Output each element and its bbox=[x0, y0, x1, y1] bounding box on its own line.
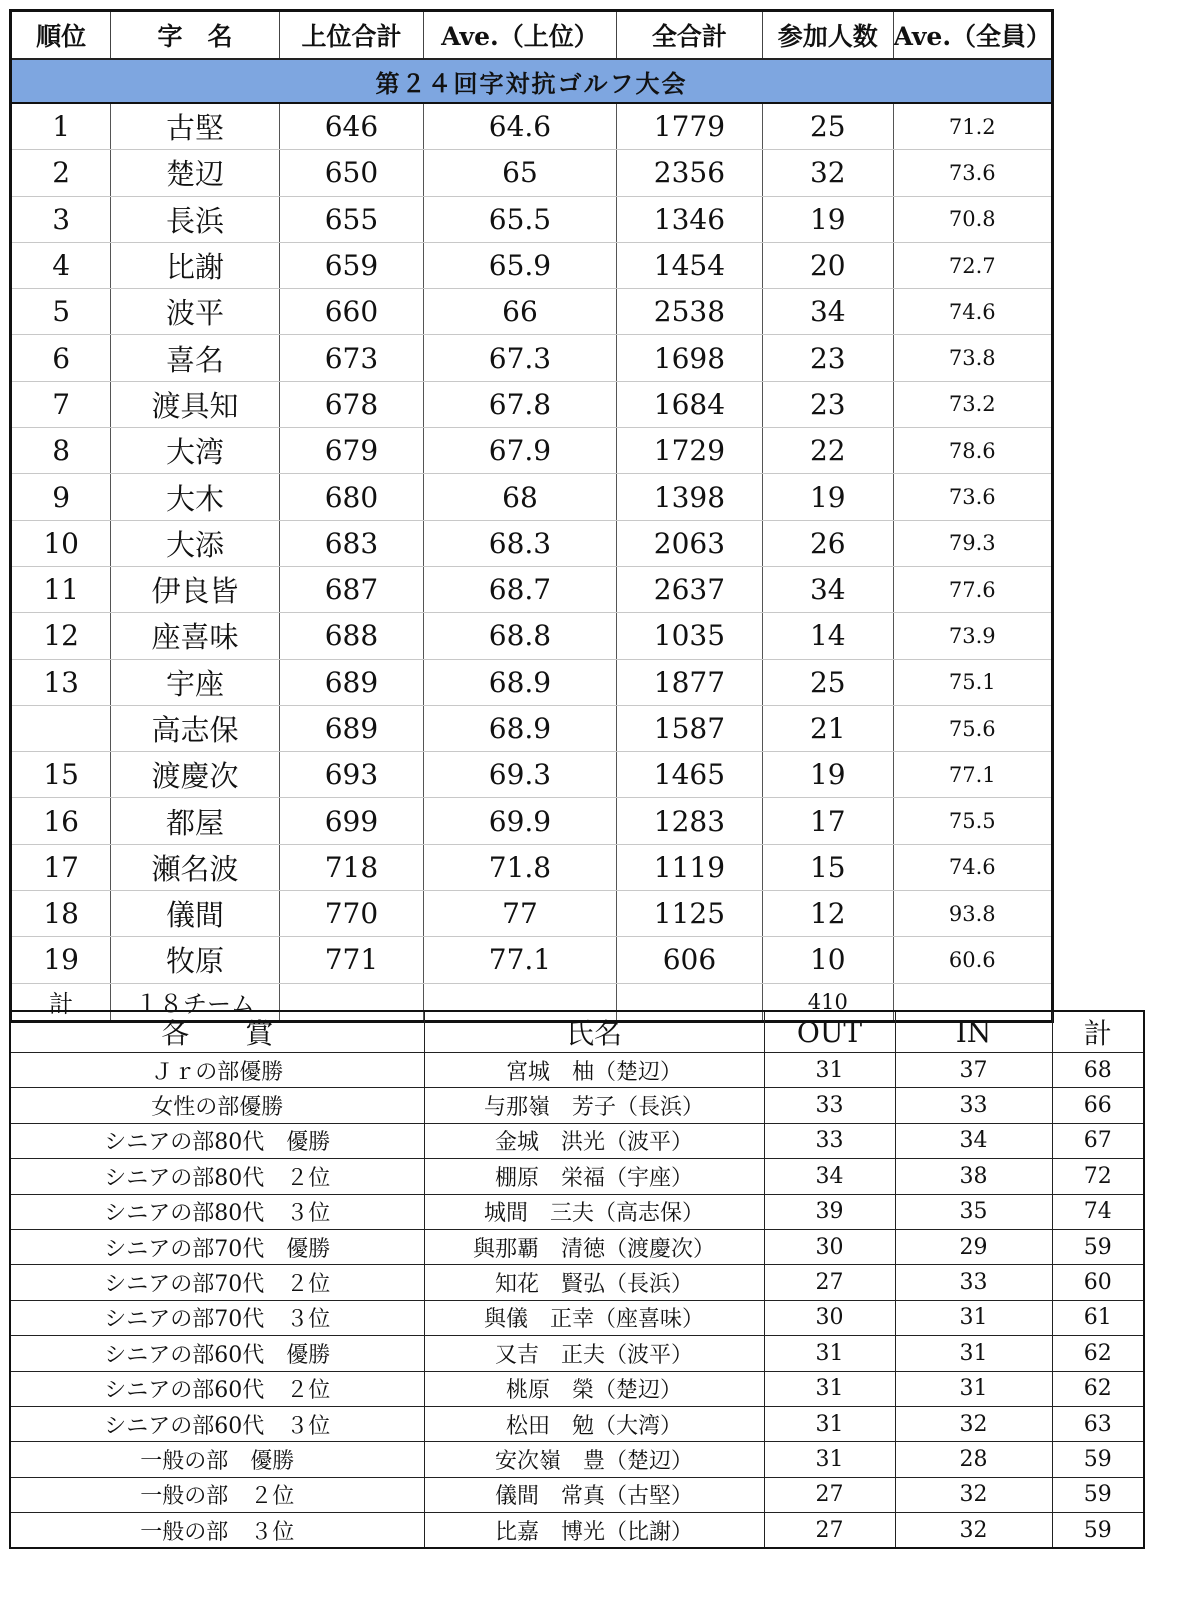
participants-cell: 19 bbox=[763, 196, 893, 242]
district-cell: 波平 bbox=[111, 289, 279, 335]
all-average-cell: 73.2 bbox=[893, 381, 1053, 427]
award-row bbox=[10, 1088, 1144, 1123]
award-row bbox=[10, 1371, 1144, 1406]
top-total-cell: 689 bbox=[279, 659, 423, 705]
rank-cell: 12 bbox=[11, 613, 111, 659]
district-cell: 高志保 bbox=[111, 705, 279, 751]
top-total-cell: 679 bbox=[279, 428, 423, 474]
team-row bbox=[11, 566, 1053, 612]
participants-cell: 14 bbox=[763, 613, 893, 659]
team-ranking-table bbox=[9, 9, 1054, 1023]
award-table-body bbox=[10, 1053, 1144, 1549]
in-score-cell: 34 bbox=[895, 1123, 1052, 1158]
top-total-cell: 687 bbox=[279, 566, 423, 612]
score-total-cell: 59 bbox=[1052, 1442, 1144, 1477]
rank-cell: 1 bbox=[11, 103, 111, 150]
award-name-cell: シニアの部60代 優勝 bbox=[10, 1336, 424, 1371]
rank-cell: 15 bbox=[11, 752, 111, 798]
rank-cell bbox=[11, 705, 111, 751]
top-total-cell: 689 bbox=[279, 705, 423, 751]
award-name-cell: 一般の部 優勝 bbox=[10, 1442, 424, 1477]
participants-cell: 10 bbox=[763, 937, 893, 983]
participants-cell: 26 bbox=[763, 520, 893, 566]
district-cell: 都屋 bbox=[111, 798, 279, 844]
top-total-cell: 699 bbox=[279, 798, 423, 844]
award-name-cell: シニアの部60代 ３位 bbox=[10, 1406, 424, 1441]
out-score-cell: 33 bbox=[764, 1123, 895, 1158]
team-table-body bbox=[11, 103, 1053, 1021]
award-name-cell: Ｊｒの部優勝 bbox=[10, 1053, 424, 1088]
total-teams-cell: １８チーム bbox=[111, 983, 279, 1021]
score-total-cell: 74 bbox=[1052, 1194, 1144, 1229]
team-row bbox=[11, 891, 1053, 937]
all-average-cell: 79.3 bbox=[893, 520, 1053, 566]
district-cell: 宇座 bbox=[111, 659, 279, 705]
player-name-cell: 桃原 榮（楚辺） bbox=[424, 1371, 764, 1406]
top-total-cell: 650 bbox=[279, 150, 423, 196]
rank-cell: 16 bbox=[11, 798, 111, 844]
team-row bbox=[11, 844, 1053, 890]
out-score-cell: 39 bbox=[764, 1194, 895, 1229]
header-player-name: 氏名 bbox=[424, 1011, 764, 1053]
in-score-cell: 31 bbox=[895, 1300, 1052, 1335]
rank-cell: 19 bbox=[11, 937, 111, 983]
top-total-cell: 680 bbox=[279, 474, 423, 520]
rank-cell: 5 bbox=[11, 289, 111, 335]
score-total-cell: 59 bbox=[1052, 1229, 1144, 1264]
team-row bbox=[11, 474, 1053, 520]
top-total-cell: 678 bbox=[279, 381, 423, 427]
in-score-cell: 35 bbox=[895, 1194, 1052, 1229]
top-total-cell: 646 bbox=[279, 103, 423, 150]
out-score-cell: 30 bbox=[764, 1300, 895, 1335]
rank-cell: 6 bbox=[11, 335, 111, 381]
participants-cell: 15 bbox=[763, 844, 893, 890]
all-average-cell: 75.1 bbox=[893, 659, 1053, 705]
all-average-cell: 73.6 bbox=[893, 150, 1053, 196]
top-total-cell: 673 bbox=[279, 335, 423, 381]
team-row bbox=[11, 242, 1053, 288]
participants-cell: 22 bbox=[763, 428, 893, 474]
district-cell: 喜名 bbox=[111, 335, 279, 381]
participants-cell: 23 bbox=[763, 381, 893, 427]
award-name-cell: 女性の部優勝 bbox=[10, 1088, 424, 1123]
out-score-cell: 31 bbox=[764, 1053, 895, 1088]
out-score-cell: 34 bbox=[764, 1159, 895, 1194]
top-average-cell: 67.8 bbox=[424, 381, 617, 427]
district-cell: 大湾 bbox=[111, 428, 279, 474]
team-row bbox=[11, 613, 1053, 659]
grand-total-cell: 1125 bbox=[616, 891, 762, 937]
top-average-cell: 68 bbox=[424, 474, 617, 520]
grand-total-cell: 1119 bbox=[616, 844, 762, 890]
participants-cell: 23 bbox=[763, 335, 893, 381]
team-row bbox=[11, 150, 1053, 196]
district-cell: 長浜 bbox=[111, 196, 279, 242]
all-average-cell: 71.2 bbox=[893, 103, 1053, 150]
top-total-cell: 771 bbox=[279, 937, 423, 983]
team-row bbox=[11, 705, 1053, 751]
rank-cell: 8 bbox=[11, 428, 111, 474]
player-name-cell: 與那覇 清徳（渡慶次） bbox=[424, 1229, 764, 1264]
team-row bbox=[11, 659, 1053, 705]
header-out: OUT bbox=[764, 1011, 895, 1053]
out-score-cell: 27 bbox=[764, 1513, 895, 1549]
top-average-cell: 65.9 bbox=[424, 242, 617, 288]
player-name-cell: 金城 洪光（波平） bbox=[424, 1123, 764, 1158]
out-score-cell: 33 bbox=[764, 1088, 895, 1123]
district-cell: 比謝 bbox=[111, 242, 279, 288]
grand-total-cell: 2356 bbox=[616, 150, 762, 196]
score-total-cell: 68 bbox=[1052, 1053, 1144, 1088]
score-total-cell: 59 bbox=[1052, 1477, 1144, 1512]
top-total-cell: 655 bbox=[279, 196, 423, 242]
top-average-cell: 67.3 bbox=[424, 335, 617, 381]
team-row bbox=[11, 381, 1053, 427]
in-score-cell: 32 bbox=[895, 1406, 1052, 1441]
header-top-total: 上位合計 bbox=[279, 11, 423, 60]
participants-cell: 34 bbox=[763, 566, 893, 612]
grand-total-cell: 1346 bbox=[616, 196, 762, 242]
rank-cell: 4 bbox=[11, 242, 111, 288]
top-average-cell: 77.1 bbox=[424, 937, 617, 983]
team-row bbox=[11, 520, 1053, 566]
award-row bbox=[10, 1442, 1144, 1477]
participants-cell: 20 bbox=[763, 242, 893, 288]
rank-cell: 2 bbox=[11, 150, 111, 196]
team-table-header-row bbox=[11, 11, 1053, 60]
grand-total-cell: 1398 bbox=[616, 474, 762, 520]
header-all-average: Ave.（全員） bbox=[893, 11, 1053, 60]
out-score-cell: 27 bbox=[764, 1477, 895, 1512]
award-table-header-row bbox=[10, 1011, 1144, 1053]
score-total-cell: 60 bbox=[1052, 1265, 1144, 1300]
district-cell: 楚辺 bbox=[111, 150, 279, 196]
award-row bbox=[10, 1406, 1144, 1441]
header-score-total: 計 bbox=[1052, 1011, 1144, 1053]
player-name-cell: 与那嶺 芳子（長浜） bbox=[424, 1088, 764, 1123]
player-name-cell: 與儀 正幸（座喜味） bbox=[424, 1300, 764, 1335]
in-score-cell: 33 bbox=[895, 1265, 1052, 1300]
team-row bbox=[11, 103, 1053, 150]
participants-cell: 21 bbox=[763, 705, 893, 751]
award-row bbox=[10, 1513, 1144, 1549]
participants-cell: 19 bbox=[763, 752, 893, 798]
award-name-cell: シニアの部60代 ２位 bbox=[10, 1371, 424, 1406]
team-row bbox=[11, 937, 1053, 983]
award-row bbox=[10, 1265, 1144, 1300]
top-total-cell: 718 bbox=[279, 844, 423, 890]
grand-total-cell: 2063 bbox=[616, 520, 762, 566]
page-title: 第２４回字対抗ゴルフ大会 bbox=[11, 59, 1053, 103]
top-total-cell: 659 bbox=[279, 242, 423, 288]
award-name-cell: シニアの部80代 ２位 bbox=[10, 1159, 424, 1194]
in-score-cell: 32 bbox=[895, 1477, 1052, 1512]
grand-total-cell: 2538 bbox=[616, 289, 762, 335]
top-average-cell: 67.9 bbox=[424, 428, 617, 474]
team-row bbox=[11, 289, 1053, 335]
top-average-cell: 71.8 bbox=[424, 844, 617, 890]
out-score-cell: 31 bbox=[764, 1371, 895, 1406]
rank-cell: 17 bbox=[11, 844, 111, 890]
district-cell: 座喜味 bbox=[111, 613, 279, 659]
top-average-cell: 66 bbox=[424, 289, 617, 335]
score-total-cell: 63 bbox=[1052, 1406, 1144, 1441]
in-score-cell: 28 bbox=[895, 1442, 1052, 1477]
all-average-cell: 77.6 bbox=[893, 566, 1053, 612]
participants-cell: 34 bbox=[763, 289, 893, 335]
grand-total-cell: 606 bbox=[616, 937, 762, 983]
grand-total-cell: 1779 bbox=[616, 103, 762, 150]
total-label-cell: 計 bbox=[11, 983, 111, 1021]
participants-cell: 19 bbox=[763, 474, 893, 520]
top-total-cell: 688 bbox=[279, 613, 423, 659]
score-total-cell: 62 bbox=[1052, 1336, 1144, 1371]
district-cell: 伊良皆 bbox=[111, 566, 279, 612]
team-row bbox=[11, 335, 1053, 381]
award-name-cell: 一般の部 ２位 bbox=[10, 1477, 424, 1512]
all-average-cell: 73.8 bbox=[893, 335, 1053, 381]
top-average-cell: 65 bbox=[424, 150, 617, 196]
grand-total-cell: 1454 bbox=[616, 242, 762, 288]
header-participants: 参加人数 bbox=[763, 11, 893, 60]
score-total-cell: 66 bbox=[1052, 1088, 1144, 1123]
award-name-cell: シニアの部70代 優勝 bbox=[10, 1229, 424, 1264]
out-score-cell: 31 bbox=[764, 1406, 895, 1441]
all-average-cell: 75.6 bbox=[893, 705, 1053, 751]
award-row bbox=[10, 1053, 1144, 1088]
all-average-cell: 75.5 bbox=[893, 798, 1053, 844]
award-row bbox=[10, 1336, 1144, 1371]
player-name-cell: 安次嶺 豊（楚辺） bbox=[424, 1442, 764, 1477]
participants-cell: 25 bbox=[763, 103, 893, 150]
top-average-cell: 69.3 bbox=[424, 752, 617, 798]
all-average-cell: 60.6 bbox=[893, 937, 1053, 983]
header-top-average: Ave.（上位） bbox=[424, 11, 617, 60]
top-average-cell: 64.6 bbox=[424, 103, 617, 150]
all-average-cell: 78.6 bbox=[893, 428, 1053, 474]
district-cell: 儀間 bbox=[111, 891, 279, 937]
top-total-cell: 660 bbox=[279, 289, 423, 335]
rank-cell: 11 bbox=[11, 566, 111, 612]
all-average-cell: 73.9 bbox=[893, 613, 1053, 659]
in-score-cell: 31 bbox=[895, 1336, 1052, 1371]
all-average-cell: 73.6 bbox=[893, 474, 1053, 520]
award-name-cell: シニアの部80代 ３位 bbox=[10, 1194, 424, 1229]
header-grand-total: 全合計 bbox=[616, 11, 762, 60]
district-cell: 渡具知 bbox=[111, 381, 279, 427]
rank-cell: 3 bbox=[11, 196, 111, 242]
rank-cell: 13 bbox=[11, 659, 111, 705]
award-row bbox=[10, 1194, 1144, 1229]
rank-cell: 10 bbox=[11, 520, 111, 566]
out-score-cell: 31 bbox=[764, 1336, 895, 1371]
all-average-cell: 74.6 bbox=[893, 289, 1053, 335]
award-row bbox=[10, 1159, 1144, 1194]
grand-total-cell: 1035 bbox=[616, 613, 762, 659]
player-name-cell: 松田 勉（大湾） bbox=[424, 1406, 764, 1441]
award-name-cell: シニアの部80代 優勝 bbox=[10, 1123, 424, 1158]
all-average-cell: 77.1 bbox=[893, 752, 1053, 798]
grand-total-cell: 1283 bbox=[616, 798, 762, 844]
district-cell: 大木 bbox=[111, 474, 279, 520]
score-total-cell: 72 bbox=[1052, 1159, 1144, 1194]
top-average-cell: 65.5 bbox=[424, 196, 617, 242]
top-total-cell: 683 bbox=[279, 520, 423, 566]
score-total-cell: 61 bbox=[1052, 1300, 1144, 1335]
award-name-cell: シニアの部70代 ２位 bbox=[10, 1265, 424, 1300]
in-score-cell: 38 bbox=[895, 1159, 1052, 1194]
team-row bbox=[11, 798, 1053, 844]
top-total-cell: 770 bbox=[279, 891, 423, 937]
participants-cell: 25 bbox=[763, 659, 893, 705]
top-average-cell: 68.9 bbox=[424, 659, 617, 705]
rank-cell: 9 bbox=[11, 474, 111, 520]
rank-cell: 7 bbox=[11, 381, 111, 427]
player-name-cell: 比嘉 博光（比謝） bbox=[424, 1513, 764, 1549]
award-row bbox=[10, 1229, 1144, 1264]
grand-total-cell: 1684 bbox=[616, 381, 762, 427]
out-score-cell: 27 bbox=[764, 1265, 895, 1300]
top-average-cell: 68.7 bbox=[424, 566, 617, 612]
grand-total-cell: 1729 bbox=[616, 428, 762, 474]
top-average-cell: 69.9 bbox=[424, 798, 617, 844]
participants-cell: 17 bbox=[763, 798, 893, 844]
total-participants-cell: 410 bbox=[763, 983, 893, 1021]
team-row bbox=[11, 752, 1053, 798]
all-average-cell: 93.8 bbox=[893, 891, 1053, 937]
grand-total-cell: 1587 bbox=[616, 705, 762, 751]
top-average-cell: 68.8 bbox=[424, 613, 617, 659]
top-average-cell: 68.9 bbox=[424, 705, 617, 751]
award-row bbox=[10, 1300, 1144, 1335]
in-score-cell: 33 bbox=[895, 1088, 1052, 1123]
participants-cell: 32 bbox=[763, 150, 893, 196]
district-cell: 渡慶次 bbox=[111, 752, 279, 798]
award-row bbox=[10, 1477, 1144, 1512]
award-name-cell: シニアの部70代 ３位 bbox=[10, 1300, 424, 1335]
player-name-cell: 知花 賢弘（長浜） bbox=[424, 1265, 764, 1300]
top-total-cell: 693 bbox=[279, 752, 423, 798]
district-cell: 大添 bbox=[111, 520, 279, 566]
player-name-cell: 又吉 正夫（波平） bbox=[424, 1336, 764, 1371]
player-name-cell: 棚原 栄福（宇座） bbox=[424, 1159, 764, 1194]
grand-total-cell: 1698 bbox=[616, 335, 762, 381]
in-score-cell: 37 bbox=[895, 1053, 1052, 1088]
header-rank: 順位 bbox=[11, 11, 111, 60]
out-score-cell: 30 bbox=[764, 1229, 895, 1264]
score-total-cell: 67 bbox=[1052, 1123, 1144, 1158]
award-table bbox=[9, 1010, 1145, 1549]
in-score-cell: 29 bbox=[895, 1229, 1052, 1264]
top-average-cell: 77 bbox=[424, 891, 617, 937]
header-in: IN bbox=[895, 1011, 1052, 1053]
district-cell: 古堅 bbox=[111, 103, 279, 150]
all-average-cell: 70.8 bbox=[893, 196, 1053, 242]
grand-total-cell: 2637 bbox=[616, 566, 762, 612]
score-total-cell: 62 bbox=[1052, 1371, 1144, 1406]
award-row bbox=[10, 1123, 1144, 1158]
all-average-cell: 72.7 bbox=[893, 242, 1053, 288]
all-average-cell: 74.6 bbox=[893, 844, 1053, 890]
district-cell: 牧原 bbox=[111, 937, 279, 983]
award-name-cell: 一般の部 ３位 bbox=[10, 1513, 424, 1549]
team-row bbox=[11, 196, 1053, 242]
player-name-cell: 城間 三夫（高志保） bbox=[424, 1194, 764, 1229]
participants-cell: 12 bbox=[763, 891, 893, 937]
grand-total-cell: 1465 bbox=[616, 752, 762, 798]
team-row bbox=[11, 428, 1053, 474]
player-name-cell: 儀間 常真（古堅） bbox=[424, 1477, 764, 1512]
top-average-cell: 68.3 bbox=[424, 520, 617, 566]
in-score-cell: 32 bbox=[895, 1513, 1052, 1549]
out-score-cell: 31 bbox=[764, 1442, 895, 1477]
grand-total-cell: 1877 bbox=[616, 659, 762, 705]
header-award: 各 賞 bbox=[10, 1011, 424, 1053]
in-score-cell: 31 bbox=[895, 1371, 1052, 1406]
player-name-cell: 宮城 柚（楚辺） bbox=[424, 1053, 764, 1088]
score-total-cell: 59 bbox=[1052, 1513, 1144, 1549]
rank-cell: 18 bbox=[11, 891, 111, 937]
header-district: 字 名 bbox=[111, 11, 279, 60]
district-cell: 瀬名波 bbox=[111, 844, 279, 890]
